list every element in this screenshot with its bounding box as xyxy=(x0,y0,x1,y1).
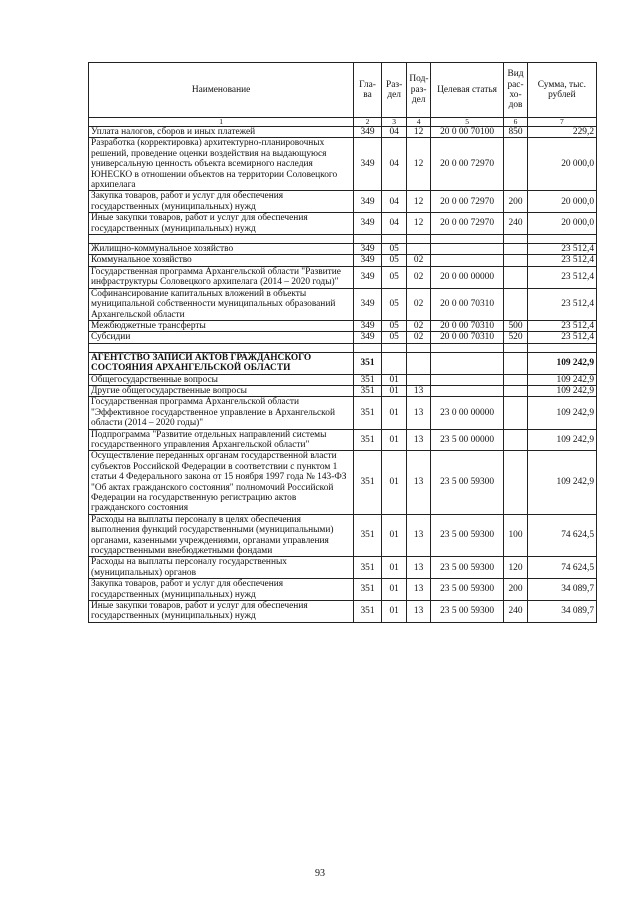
row-target xyxy=(430,244,503,255)
row-name: Иные закупки товаров, работ и услуг для обеспечения государственных (муниципальных) нужд xyxy=(89,213,354,235)
row-section: 05 xyxy=(381,288,407,320)
row-name: Иные закупки товаров, работ и услуг для обеспечения государственных (муниципальных) нужд xyxy=(89,601,354,623)
row-subsection: 12 xyxy=(407,127,430,138)
empty-cell xyxy=(430,343,503,352)
empty-cell xyxy=(407,235,430,244)
row-subsection: 13 xyxy=(407,579,430,601)
row-expense-type xyxy=(504,352,527,374)
empty-cell xyxy=(89,235,354,244)
row-subsection xyxy=(407,244,430,255)
row-chapter: 351 xyxy=(354,579,382,601)
row-subsection: 02 xyxy=(407,255,430,266)
row-section: 01 xyxy=(381,451,407,514)
row-name: Расходы на выплаты персоналу государственных (муниципальных) органов xyxy=(89,557,354,579)
row-name: Государственная программа Архангельской области "Развитие инфраструктуры Соловецкого архипелага (2014 – 2020 годы)" xyxy=(89,266,354,288)
row-section: 04 xyxy=(381,138,407,191)
row-section xyxy=(381,352,407,374)
row-amount: 23 512,4 xyxy=(527,288,596,320)
table-row xyxy=(89,127,597,138)
row-target: 20 0 00 72970 xyxy=(430,138,503,191)
row-subsection: 02 xyxy=(407,320,430,331)
row-name: Другие общегосударственные вопросы xyxy=(89,385,354,396)
row-chapter: 349 xyxy=(354,320,382,331)
row-expense-type xyxy=(504,244,527,255)
row-section: 01 xyxy=(381,579,407,601)
table-row xyxy=(89,429,597,451)
row-amount: 34 089,7 xyxy=(527,579,596,601)
table-row xyxy=(89,244,597,255)
row-name: Межбюджетные трансферты xyxy=(89,320,354,331)
budget-table xyxy=(88,62,597,623)
table-row xyxy=(89,601,597,623)
table-body xyxy=(89,127,597,623)
empty-cell xyxy=(527,343,596,352)
empty-cell xyxy=(527,235,596,244)
row-name: Софинансирование капитальных вложений в объекты муниципальной собственности муниципальных образований Архангельской области xyxy=(89,288,354,320)
row-target: 23 5 00 59300 xyxy=(430,601,503,623)
empty-cell xyxy=(430,235,503,244)
table-row xyxy=(89,266,597,288)
row-expense-type: 200 xyxy=(504,579,527,601)
row-name: Разработка (корректировка) архитектурно-планировочных решений, проведение оценки воздействия на выдающуюся универсальную ценность объекта всемирного наследия ЮНЕСКО в отношении объектов на территории Соловецкого архипелага xyxy=(89,138,354,191)
row-amount: 74 624,5 xyxy=(527,514,596,557)
row-expense-type xyxy=(504,397,527,429)
spacer-row xyxy=(89,235,597,244)
row-section: 01 xyxy=(381,601,407,623)
row-subsection: 02 xyxy=(407,288,430,320)
row-chapter: 349 xyxy=(354,191,382,213)
table-row xyxy=(89,213,597,235)
row-section: 05 xyxy=(381,255,407,266)
header-section: Раз-дел xyxy=(381,63,407,118)
row-section: 04 xyxy=(381,127,407,138)
row-expense-type xyxy=(504,451,527,514)
table-row xyxy=(89,191,597,213)
row-amount: 23 512,4 xyxy=(527,332,596,343)
row-amount: 109 242,9 xyxy=(527,429,596,451)
row-subsection: 13 xyxy=(407,451,430,514)
row-expense-type xyxy=(504,266,527,288)
table-row xyxy=(89,579,597,601)
row-subsection: 13 xyxy=(407,397,430,429)
row-subsection: 12 xyxy=(407,213,430,235)
row-amount: 23 512,4 xyxy=(527,266,596,288)
row-name: Жилищно-коммунальное хозяйство xyxy=(89,244,354,255)
row-amount: 109 242,9 xyxy=(527,397,596,429)
row-section: 01 xyxy=(381,385,407,396)
row-chapter: 349 xyxy=(354,138,382,191)
row-chapter: 351 xyxy=(354,352,382,374)
row-chapter: 351 xyxy=(354,385,382,396)
table-row xyxy=(89,352,597,374)
row-target: 20 0 00 72970 xyxy=(430,191,503,213)
row-name: Общегосударственные вопросы xyxy=(89,374,354,385)
empty-cell xyxy=(381,343,407,352)
row-section: 01 xyxy=(381,374,407,385)
page-number: 93 xyxy=(315,868,325,879)
row-expense-type xyxy=(504,429,527,451)
row-section: 05 xyxy=(381,320,407,331)
row-name: Субсидии xyxy=(89,332,354,343)
row-expense-type: 120 xyxy=(504,557,527,579)
row-target: 20 0 00 72970 xyxy=(430,213,503,235)
row-expense-type xyxy=(504,374,527,385)
table-row xyxy=(89,138,597,191)
row-amount: 109 242,9 xyxy=(527,451,596,514)
row-subsection: 13 xyxy=(407,601,430,623)
empty-cell xyxy=(89,343,354,352)
row-section: 05 xyxy=(381,244,407,255)
table-row xyxy=(89,451,597,514)
row-name: Расходы на выплаты персоналу в целях обеспечения выполнения функций государственными (муниципальными) органами, казенными учреждениями, органами управления государственными внебюджетными фондами xyxy=(89,514,354,557)
row-amount: 20 000,0 xyxy=(527,138,596,191)
table-row xyxy=(89,255,597,266)
row-target: 20 0 00 70310 xyxy=(430,332,503,343)
empty-cell xyxy=(354,235,382,244)
row-chapter: 351 xyxy=(354,374,382,385)
row-name: Государственная программа Архангельской области "Эффективное государственное управление в Архангельской области (2014 – 2020 годы)" xyxy=(89,397,354,429)
row-subsection: 13 xyxy=(407,557,430,579)
table-row xyxy=(89,514,597,557)
row-target xyxy=(430,255,503,266)
row-target: 20 0 00 00000 xyxy=(430,266,503,288)
column-number-row xyxy=(89,118,597,127)
row-target: 23 5 00 59300 xyxy=(430,451,503,514)
empty-cell xyxy=(381,235,407,244)
row-expense-type xyxy=(504,255,527,266)
header-chapter: Гла-ва xyxy=(354,63,382,118)
empty-cell xyxy=(504,343,527,352)
row-section: 01 xyxy=(381,514,407,557)
row-subsection: 12 xyxy=(407,191,430,213)
row-expense-type xyxy=(504,138,527,191)
row-subsection: 02 xyxy=(407,266,430,288)
row-name: Закупка товаров, работ и услуг для обеспечения государственных (муниципальных) нужд xyxy=(89,191,354,213)
row-subsection: 13 xyxy=(407,385,430,396)
table-row xyxy=(89,385,597,396)
header-subsection: Под-раз-дел xyxy=(407,63,430,118)
row-target: 23 5 00 59300 xyxy=(430,579,503,601)
header-name: Наименование xyxy=(89,63,354,118)
row-target xyxy=(430,374,503,385)
row-target: 23 5 00 00000 xyxy=(430,429,503,451)
row-subsection xyxy=(407,352,430,374)
row-subsection: 02 xyxy=(407,332,430,343)
column-number: 2 xyxy=(354,118,382,127)
column-number: 6 xyxy=(504,118,527,127)
row-amount: 23 512,4 xyxy=(527,255,596,266)
row-name: Осуществление переданных органам государственной власти субъектов Российской Федерации в соответствии с пунктом 1 статьи 4 Федерального закона от 15 ноября 1997 года № 143-ФЗ "Об актах гражданского состояния" полномочий Российской Федерации на государственную регистрацию актов гражданского состояния xyxy=(89,451,354,514)
row-name: АГЕНТСТВО ЗАПИСИ АКТОВ ГРАЖДАНСКОГО СОСТОЯНИЯ АРХАНГЕЛЬСКОЙ ОБЛАСТИ xyxy=(89,352,354,374)
table-row xyxy=(89,288,597,320)
row-section: 05 xyxy=(381,332,407,343)
row-target: 20 0 00 70100 xyxy=(430,127,503,138)
row-expense-type: 500 xyxy=(504,320,527,331)
header-amount: Сумма, тыс. рублей xyxy=(527,63,596,118)
row-chapter: 349 xyxy=(354,213,382,235)
column-number: 3 xyxy=(381,118,407,127)
row-chapter: 351 xyxy=(354,557,382,579)
empty-cell xyxy=(354,343,382,352)
column-number: 1 xyxy=(89,118,354,127)
column-number: 4 xyxy=(407,118,430,127)
row-expense-type: 520 xyxy=(504,332,527,343)
row-subsection: 12 xyxy=(407,138,430,191)
header-target: Целевая статья xyxy=(430,63,503,118)
row-chapter: 351 xyxy=(354,514,382,557)
row-amount: 23 512,4 xyxy=(527,320,596,331)
row-target: 20 0 00 70310 xyxy=(430,320,503,331)
row-amount: 20 000,0 xyxy=(527,213,596,235)
table-row xyxy=(89,557,597,579)
row-amount: 109 242,9 xyxy=(527,385,596,396)
row-chapter: 349 xyxy=(354,288,382,320)
empty-cell xyxy=(504,235,527,244)
row-subsection xyxy=(407,374,430,385)
row-expense-type xyxy=(504,288,527,320)
row-chapter: 351 xyxy=(354,451,382,514)
row-chapter: 349 xyxy=(354,332,382,343)
row-target: 23 5 00 59300 xyxy=(430,514,503,557)
row-target xyxy=(430,385,503,396)
header-expense-type: Вид рас-хо-дов xyxy=(504,63,527,118)
row-section: 05 xyxy=(381,266,407,288)
row-expense-type xyxy=(504,385,527,396)
row-expense-type: 850 xyxy=(504,127,527,138)
row-amount: 74 624,5 xyxy=(527,557,596,579)
row-name: Подпрограмма "Развитие отдельных направлений системы государственного управления Архангельской области" xyxy=(89,429,354,451)
row-section: 01 xyxy=(381,429,407,451)
row-target: 23 5 00 59300 xyxy=(430,557,503,579)
spacer-row xyxy=(89,343,597,352)
row-amount: 109 242,9 xyxy=(527,352,596,374)
row-chapter: 349 xyxy=(354,127,382,138)
row-amount: 109 242,9 xyxy=(527,374,596,385)
column-number: 7 xyxy=(527,118,596,127)
row-name: Закупка товаров, работ и услуг для обеспечения государственных (муниципальных) нужд xyxy=(89,579,354,601)
row-target: 23 0 00 00000 xyxy=(430,397,503,429)
row-chapter: 351 xyxy=(354,397,382,429)
column-number: 5 xyxy=(430,118,503,127)
table-row xyxy=(89,332,597,343)
row-amount: 34 089,7 xyxy=(527,601,596,623)
row-chapter: 349 xyxy=(354,255,382,266)
row-target xyxy=(430,352,503,374)
row-subsection: 13 xyxy=(407,514,430,557)
row-amount: 229,2 xyxy=(527,127,596,138)
row-expense-type: 240 xyxy=(504,213,527,235)
row-chapter: 351 xyxy=(354,429,382,451)
row-section: 04 xyxy=(381,191,407,213)
row-section: 04 xyxy=(381,213,407,235)
row-name: Уплата налогов, сборов и иных платежей xyxy=(89,127,354,138)
row-name: Коммунальное хозяйство xyxy=(89,255,354,266)
header-row xyxy=(89,63,597,118)
row-expense-type: 200 xyxy=(504,191,527,213)
row-subsection: 13 xyxy=(407,429,430,451)
row-chapter: 351 xyxy=(354,601,382,623)
row-expense-type: 240 xyxy=(504,601,527,623)
row-expense-type: 100 xyxy=(504,514,527,557)
empty-cell xyxy=(407,343,430,352)
row-target: 20 0 00 70310 xyxy=(430,288,503,320)
table-row xyxy=(89,397,597,429)
table-row xyxy=(89,374,597,385)
table-row xyxy=(89,320,597,331)
row-amount: 20 000,0 xyxy=(527,191,596,213)
row-amount: 23 512,4 xyxy=(527,244,596,255)
row-chapter: 349 xyxy=(354,244,382,255)
row-section: 01 xyxy=(381,397,407,429)
row-chapter: 349 xyxy=(354,266,382,288)
row-section: 01 xyxy=(381,557,407,579)
